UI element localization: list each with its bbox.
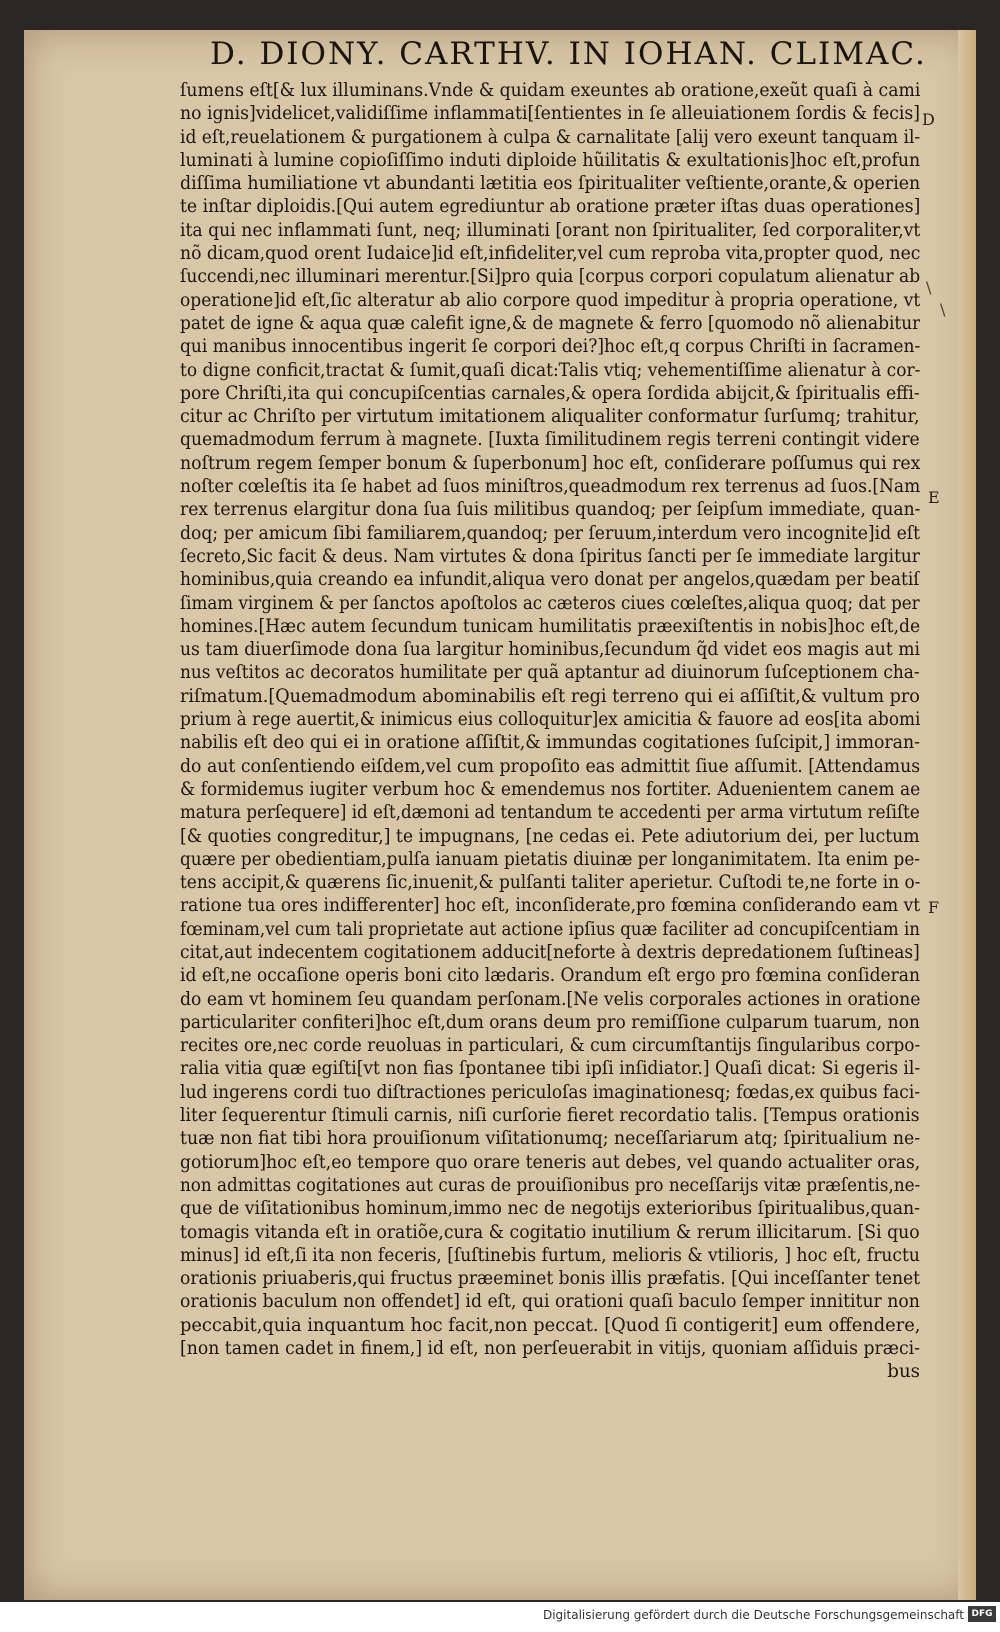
text-line: peccabit,quia inquantum hoc facit,non peccat. [Quod ſi contigerit] eum offendere, — [180, 1314, 920, 1336]
text-line: patet de igne & aqua quæ calefit igne,& de magnete & ferro [quomodo nõ alienabitur — [180, 312, 920, 334]
text-line: nõ dicam,quod orent Iudaice]id eſt,infideliter,vel cum reproba vita,propter quod, nec — [180, 243, 920, 265]
text-line: ralia vitia quæ egiſti[vt non fias ſpontanee tibi ipſi inſidiator.] Quaſi dicat: Si egeris il- — [180, 1058, 920, 1080]
text-line: orationis baculum non offendet] id eſt, qui orationi quaſi baculo ſemper innititur non — [180, 1291, 920, 1313]
text-line: no ignis]videlicet,validiſſime inflammati[ſentientes in ſe alleuiationem ſordis & fecis] — [180, 103, 920, 125]
text-line: noſter cœleſtis ita ſe habet ad ſuos miniſtros,queadmodum rex terrenus ad ſuos.[Nam — [180, 476, 920, 498]
text-line: doq; per amicum ſibi familiarem,quandoq; per ſeruum,interdum vero incognite]id eſt — [180, 522, 920, 544]
dfg-logo: DFG — [968, 1606, 996, 1622]
text-line: prium à rege auertit,& inimicus eius colloquitur]ex amicitia & fauore ad eos[ita abomi — [180, 709, 920, 731]
text-line: te inſtar diploidis.[Qui autem egrediuntur ab oratione præter iſtas duas operationes] — [180, 196, 920, 218]
text-line: ita qui nec inflammati ſunt, neq; illuminati [orant non ſpiritualiter, ſed corporaliter,vt — [180, 219, 920, 241]
text-line: diſſima humiliatione vt abundanti lætitia eos ſpiritualiter veſtiente,orante,& operien — [180, 173, 920, 195]
text-line: quemadmodum ferrum à magnete. [Iuxta ſimilitudinem regis terreni contingit videre — [180, 429, 920, 451]
text-line: homines.[Hæc autem ſecundum tunicam humilitatis præexiſtentis in nobis]hoc eſt,de — [180, 615, 920, 637]
text-line: bus — [887, 1361, 920, 1383]
text-line: liter ſequerentur ſtimuli carnis, niſi curſorie fieret recordatio talis. [Tempus orationis — [180, 1105, 920, 1127]
text-line: citur ac Chriſto per virtutum imitationem aliqualiter conformatur ſurſumq; trahitur, — [180, 406, 920, 428]
text-line: matura perſequere] id eſt,dæmoni ad tentandum te accedenti per arma virtutum reſiſte — [180, 802, 920, 824]
margin-letter-f: F — [928, 898, 940, 917]
text-line: rex terrenus elargitur dona ſua ſuis militibus quandoq; per ſeipſum immediate, quan- — [180, 499, 920, 521]
text-line: ſuccendi,nec illuminari merentur.[Si]pro quia [corpus corpori copulatum alienatur ab — [180, 266, 920, 288]
text-line: id eſt,ne occaſione operis boni cito lædaris. Orandum eſt ergo pro fœmina conſideran — [180, 965, 920, 987]
text-line: non admittas cogitationes aut curas de prouiſionibus pro neceſſarijs vitæ præſentis,ne- — [180, 1174, 920, 1196]
text-line: que de viſitationibus hominum,immo nec de negotijs exterioribus ſpiritualibus,quan- — [180, 1198, 920, 1220]
running-title: D. DIONY. CARTHV. IN IOHAN. CLIMAC. — [210, 36, 927, 72]
text-line: recites ore,nec corde reuoluas in particulari, & cum circumſtantijs ſingularibus corpo- — [180, 1035, 920, 1057]
text-line: ſimam virginem & per ſanctos apoſtolos ac cæteros ciues cœleſtes,aliqua quoq; dat per — [180, 592, 920, 614]
text-line: id eſt,reuelationem & purgationem à culpa & carnalitate [alij vero exeunt tanquam il- — [180, 126, 920, 148]
text-line: us tam diuerſimode dona ſua largitur hominibus,ſecundum q̃d videt eos magis aut mi — [180, 639, 920, 661]
text-line: [non tamen cadet in finem,] id eſt, non perſeuerabit in vitijs, quoniam aſſiduis præci- — [180, 1338, 920, 1360]
margin-letter-e: E — [928, 488, 940, 507]
text-line: qui manibus innocentibus ingerit ſe corpori dei?]hoc eſt,q corpus Chriſti in ſacramen- — [180, 336, 920, 358]
text-line: tomagis vitanda eſt in oratiõe,cura & cogitatio inutilium & rerum illicitarum. [Si quo — [180, 1221, 920, 1243]
margin-mark: \ — [926, 278, 932, 297]
text-line: [& quoties congreditur,] te impugnans, [ne cedas ei. Pete adiutorium dei, per luctum — [180, 825, 920, 847]
text-line: noſtrum regem ſemper bonum & ſuperbonum] hoc eſt, conſiderare poſſumus qui rex — [180, 452, 920, 474]
text-line: riſmatum.[Quemadmodum abominabilis eſt regi terreno qui ei aſſiſtit,& vultum pro — [180, 685, 920, 707]
text-line: fœminam,vel cum tali proprietate aut actione ipſius quæ faciliter ad concupiſcentiam in — [180, 918, 920, 940]
body-text — [180, 79, 920, 1384]
footer-credit: Digitalisierung gefördert durch die Deutsche Forschungsgemeinschaft — [542, 1608, 964, 1622]
text-line: tens accipit,& quærens ſic,inuenit,& pulſanti taliter aperietur. Cuſtodi te,ne forte in o- — [180, 872, 920, 894]
text-line: minus] id eſt,ſi ita non feceris, [ſuſtinebis furtum, melioris & vtilioris, ] hoc eſt, fructu — [180, 1244, 920, 1266]
text-line: do eam vt hominem ſeu quandam perſonam.[Ne velis corporales actiones in oratione — [180, 988, 920, 1010]
margin-mark: \ — [940, 300, 946, 319]
text-line: citat,aut indecentem cogitationem adducit[neforte à dextris depredationem ſuſtineas] — [180, 941, 920, 963]
text-line: luminati à lumine copioſiſſimo induti diploide hũilitatis & exultationis]hoc eſt,profun — [180, 149, 920, 171]
text-line: ratione tua ores indifferenter] hoc eſt, inconſiderate,pro fœmina conſiderando eam vt — [180, 895, 920, 917]
text-line: pore Chriſti,ita qui concupiſcentias carnales,& opera ſordida abijcit,& ſpiritualis effi- — [180, 382, 920, 404]
text-line: ſecreto,Sic facit & deus. Nam virtutes & dona ſpiritus ſancti per ſe immediate largitur — [180, 545, 920, 567]
text-line: quære per obedientiam,pulſa ianuam pietatis diuinæ per longanimitatem. Ita enim pe- — [180, 848, 920, 870]
text-line: to digne conficit,tractat & ſumit,quaſi dicat:Talis vtiq; vehementiſſime alienatur à cor- — [180, 359, 920, 381]
margin-letter-d: D — [922, 110, 935, 129]
text-line: orationis priuaberis,qui fructus præeminet bonis illis præfatis. [Qui inceſſanter tenet — [180, 1268, 920, 1290]
text-line: nabilis eſt deo qui ei in oratione aſſiſtit,& immundas cogitationes ſuſcipit,] immoran- — [180, 732, 920, 754]
text-line: & formidemus iugiter verbum hoc & emendemus nos fortiter. Aduenientem canem ae — [180, 778, 920, 800]
text-line: operatione]id eſt,ſic alteratur ab alio corpore quod impeditur à propria operatione, vt — [180, 289, 920, 311]
text-line: do aut conſentiendo eiſdem,vel cum propoſito eas admittit ſiue aſſumit. [Attendamus — [180, 755, 920, 777]
text-line: tuæ non fiat tibi hora prouiſionum viſitationumq; neceſſariarum atq; ſpiritualium ne- — [180, 1128, 920, 1150]
text-line: gotiorum]hoc eſt,eo tempore quo orare teneris aut debes, vel quando actualiter oras, — [180, 1151, 920, 1173]
text-line: hominibus,quia creando ea infundit,aliqua vero donat per angelos,quædam per beatiſ — [180, 569, 920, 591]
text-line: particulariter confiteri]hoc eſt,dum orans deum pro remiſſione culparum tuarum, non — [180, 1011, 920, 1033]
text-line: lud ingerens cordi tuo diſtractiones periculoſas imaginationesq; fœdas,ex quibus faci- — [180, 1081, 920, 1103]
text-line: ſumens eſt[& lux illuminans.Vnde & quidam exeuntes ab oratione,exeũt quaſi à cami — [180, 80, 920, 101]
text-line: nus veſtitos ac decoratos humilitate per quã aptantur ad diuinorum ſuſceptionem cha- — [180, 662, 920, 684]
page-edge — [958, 30, 976, 1600]
